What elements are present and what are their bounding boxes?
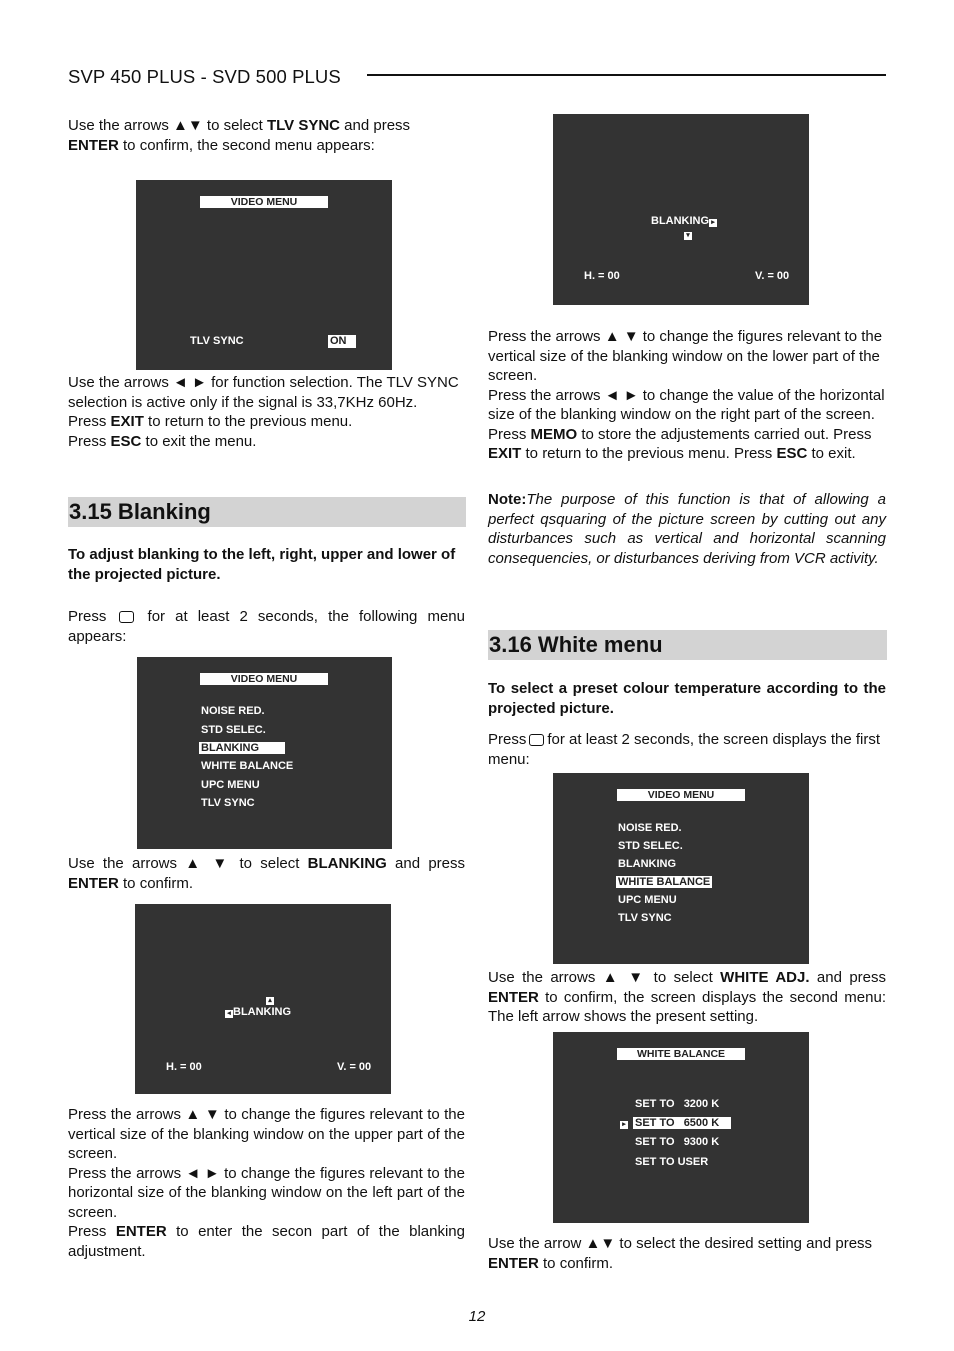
select-blanking-instruction (68, 854, 465, 893)
menu-item: TLV SYNC (201, 797, 255, 809)
text: to return to the previous menu. (143, 413, 353, 430)
text: to store the adjustements carried out. Press (577, 425, 872, 443)
up-arrow-marker-icon: ▴ (266, 993, 274, 1005)
text: Press (68, 1223, 116, 1240)
text (488, 425, 886, 464)
tlv-sync-instruction (68, 116, 465, 155)
vertical-value: V. = 00 (337, 1061, 372, 1073)
blanking-intro: To adjust blanking to the left, right, upper and lower of the projected picture. (68, 546, 456, 583)
keyword-enter: ENTER (68, 874, 119, 892)
menu-title: WHITE BALANCE (617, 1048, 745, 1060)
screen-white-balance-menu (553, 1032, 809, 1223)
current-setting-arrow-icon: ▸ (620, 1117, 628, 1129)
section-heading-white-menu: 3.16 White menu (488, 630, 887, 660)
blanking-lower-right-explanation (488, 327, 886, 464)
text: Use the arrows ▲▼ to select (68, 117, 267, 134)
text: Use the arrow ▲▼ to select the desired setting and press (488, 1235, 873, 1252)
text: for at least 2 seconds, the screen displays the first menu: (488, 731, 881, 768)
text: to confirm, the screen displays the second menu: The left arrow shows the present setting. (488, 988, 886, 1025)
section-heading-blanking: 3.15 Blanking (68, 497, 466, 527)
white-menu-press-instruction (488, 730, 886, 769)
screen-tlv-sync-menu (136, 180, 392, 370)
menu-title: VIDEO MENU (617, 789, 745, 801)
page-number: 12 (468, 1308, 486, 1325)
text: BLANKING (233, 1006, 292, 1018)
text: Press (488, 425, 531, 443)
text: Press (68, 608, 107, 625)
right-arrow-marker-icon: ▸ (709, 219, 717, 227)
text (68, 432, 465, 452)
setting-option: SET TO 9300 K (635, 1136, 720, 1148)
blanking-upper-left-explanation (68, 1105, 465, 1261)
vertical-value: V. = 00 (755, 270, 790, 282)
text: Press (488, 731, 527, 748)
text: Press the arrows ◄ ► to change the value of the horizontal size of the blanking window on the right part of the screen. (488, 386, 885, 423)
setting-option: SET TO USER (635, 1156, 709, 1168)
text: Use the arrows ◄ ► for function selection. The TLV SYNC selection is active only if the signal is 33,7KHz 60Hz. (68, 374, 459, 411)
header-rule (367, 74, 886, 76)
text: Press the arrows ▲ ▼ to change the figures relevant to the vertical size of the blanking window on the lower part of the screen. (488, 328, 883, 384)
keyword-esc: ESC (110, 432, 142, 450)
keyword-blanking: BLANKING (307, 855, 387, 872)
text (68, 1222, 465, 1261)
menu-item-tlv-sync: TLV SYNC (190, 335, 244, 347)
menu-item: NOISE RED. (201, 705, 265, 717)
horizontal-value: H. = 00 (584, 270, 620, 282)
text: for at least 2 seconds, the following menu appears: (68, 608, 465, 645)
menu-item: UPC MENU (201, 779, 260, 791)
tlv-sync-explanation (68, 373, 465, 451)
select-white-adj-instruction (488, 968, 886, 1027)
text (68, 412, 465, 432)
blanking-label (225, 1006, 291, 1018)
text: to confirm, the second menu appears: (118, 136, 375, 154)
text: and press (809, 969, 886, 986)
keyword-enter: ENTER (68, 136, 119, 154)
menu-item: WHITE BALANCE (201, 760, 294, 772)
left-arrow-marker-icon: ◂ (225, 1010, 233, 1018)
text: and press (386, 855, 465, 872)
menu-item: BLANKING (618, 858, 677, 870)
blanking-label (651, 215, 717, 227)
text: Press (68, 413, 111, 430)
setting-option: SET TO 3200 K (635, 1098, 720, 1110)
text: to exit the menu. (141, 432, 257, 450)
menu-title: VIDEO MENU (200, 196, 328, 208)
text: to enter the secon part of the blanking adjustment. (68, 1223, 465, 1260)
keyword-white-adj: WHITE ADJ. (720, 969, 810, 986)
text: to confirm. (538, 1254, 614, 1272)
text: and press (340, 117, 411, 134)
keyword-enter: ENTER (115, 1223, 167, 1240)
text: Use the arrows ▲ ▼ to select (488, 969, 721, 986)
menu-item: TLV SYNC (618, 912, 672, 924)
tlv-sync-value: ON (328, 335, 356, 348)
text: Press the arrows ▲ ▼ to change the figures relevant to the vertical size of the blanking window on the upper part of the screen. (68, 1106, 465, 1162)
menu-title: VIDEO MENU (200, 673, 328, 685)
setting-option-selected: SET TO 6500 K (633, 1117, 731, 1129)
keyword-exit: EXIT (488, 445, 522, 462)
menu-item-selected: BLANKING (199, 742, 285, 754)
menu-item: STD SELEC. (201, 724, 266, 736)
blanking-note (488, 490, 886, 568)
keyword-memo: MEMO (530, 425, 578, 443)
down-arrow-marker-icon: ▾ (684, 228, 692, 240)
text: to exit. (807, 445, 856, 462)
keyword-esc: ESC (776, 445, 808, 462)
document-title: SVP 450 PLUS - SVD 500 PLUS (68, 66, 341, 87)
menu-button-icon (529, 734, 544, 746)
screen-blanking-lower-right (553, 114, 809, 305)
white-menu-intro: To select a preset colour temperature according to the projected picture. (488, 680, 886, 717)
keyword-enter: ENTER (488, 988, 539, 1006)
blanking-press-instruction (68, 607, 465, 646)
note-text: The purpose of this function is that of allowing a perfect qsquaring of the picture screen by cutting out any disturbances such as vertical and horizontal scanning consequencies, or disturbances deriving from VCR activity. (488, 491, 886, 567)
keyword-tlv-sync: TLV SYNC (266, 117, 340, 134)
text: Use the arrows ▲ ▼ to select (68, 855, 308, 872)
horizontal-value: H. = 00 (166, 1061, 202, 1073)
screen-video-menu-white-balance (553, 773, 809, 964)
text: to confirm. (118, 874, 194, 892)
menu-item: NOISE RED. (618, 822, 682, 834)
screen-video-menu-blanking (137, 657, 392, 849)
text: Press the arrows ◄ ► to change the figures relevant to the horizontal size of the blanking window on the left part of the screen. (68, 1164, 465, 1221)
screen-blanking-upper-left (135, 904, 391, 1094)
keyword-enter: ENTER (488, 1254, 539, 1272)
menu-button-icon (119, 611, 134, 623)
text: BLANKING (651, 215, 710, 227)
menu-item: STD SELEC. (618, 840, 683, 852)
menu-item-selected: WHITE BALANCE (618, 876, 711, 888)
menu-item: UPC MENU (618, 894, 677, 906)
keyword-exit: EXIT (110, 413, 144, 430)
select-setting-instruction (488, 1234, 886, 1273)
note-label: Note: (488, 491, 527, 508)
text: Press (68, 432, 111, 450)
text: to return to the previous menu. Press (521, 445, 777, 462)
